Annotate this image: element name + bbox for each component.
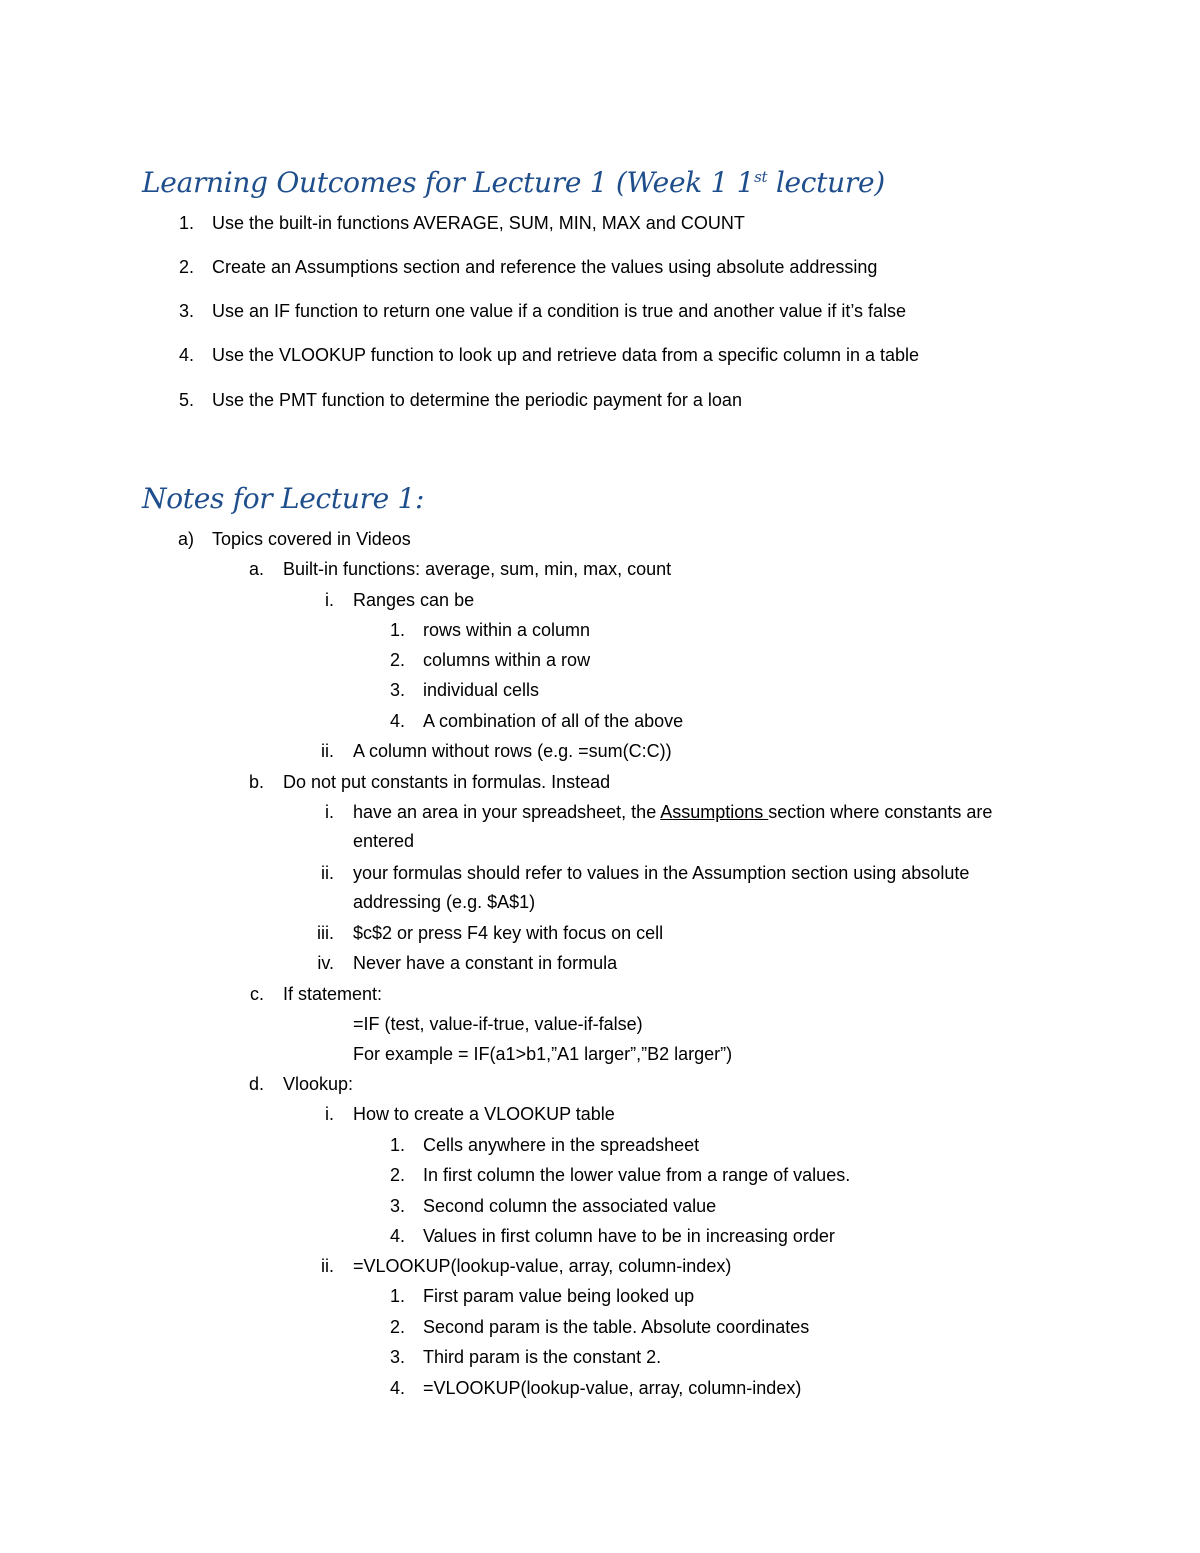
list-item: Vlookup: [283,1074,354,1094]
assumptions-underlined-text: Assumptions [660,802,769,822]
outcome-item: Use an IF function to return one value if a condition is true and another value if it’s false [212,301,907,321]
outcome-item: Create an Assumptions section and reference the values using absolute addressing [212,257,878,277]
list-item: Cells anywhere in the spreadsheet [423,1135,700,1155]
formula-example-line: For example = IF(a1>b1,”A1 larger”,”B2 larger”) [353,1044,733,1064]
outcome-marker: 4. [178,345,194,365]
list-item: How to create a VLOOKUP table [353,1104,615,1124]
list-item: If statement: [283,984,383,1004]
text-segment: have an area in your spreadsheet, the [353,802,661,822]
list-marker: 2. [389,650,405,670]
list-item: =VLOOKUP(lookup-value, array, column-index) [353,1256,732,1276]
list-marker: 1. [389,1286,405,1306]
outcome-item: Use the VLOOKUP function to look up and retrieve data from a specific column in a table [212,345,920,365]
list-item: your formulas should refer to values in the Assumption section using absolute [353,863,970,883]
list-item: $c$2 or press F4 key with focus on cell [353,923,664,943]
outcome-item: Use the built-in functions AVERAGE, SUM, MIN, MAX and COUNT [212,213,745,233]
list-item-continuation: addressing (e.g. $A$1) [353,892,536,912]
list-marker: 3. [389,1196,405,1216]
list-item: Second column the associated value [423,1196,717,1216]
outcome-marker: 3. [178,301,194,321]
list-item: individual cells [423,680,540,700]
list-marker: iv. [317,953,334,973]
text-segment: section where constants are [768,802,993,822]
list-item: columns within a row [423,650,591,670]
list-item: Do not put constants in formulas. Instead [283,772,611,792]
list-item: In first column the lower value from a range of values. [423,1165,851,1185]
list-marker: 4. [389,1378,405,1398]
list-marker: i. [325,1104,334,1124]
outcome-item: Use the PMT function to determine the periodic payment for a loan [212,390,742,410]
list-marker: 3. [389,680,405,700]
list-item: Values in first column have to be in increasing order [423,1226,835,1246]
outcome-marker: 5. [178,390,194,410]
notes-heading: Notes for Lecture 1: [142,482,425,515]
list-marker: ii. [321,863,334,883]
list-marker: i. [325,802,334,822]
list-item-continuation: entered [353,831,415,851]
outcome-marker: 2. [178,257,194,277]
list-item: Ranges can be [353,590,475,610]
list-item: A combination of all of the above [423,711,684,731]
list-item: A column without rows (e.g. =sum(C:C)) [353,741,672,761]
list-item: rows within a column [423,620,591,640]
learning-outcomes-heading [142,166,885,199]
list-marker: 2. [389,1165,405,1185]
formula-line: =IF (test, value-if-true, value-if-false) [353,1014,643,1034]
list-item: Topics covered in Videos [212,529,411,549]
list-item: =VLOOKUP(lookup-value, array, column-index) [423,1378,802,1398]
list-marker: a. [248,559,264,579]
list-item: Built-in functions: average, sum, min, max, count [283,559,672,579]
list-marker: 1. [389,620,405,640]
list-marker: 2. [389,1317,405,1337]
list-item [353,800,992,824]
list-marker: ii. [321,1256,334,1276]
list-marker: b. [248,772,264,792]
list-marker: 4. [389,711,405,731]
list-marker: 1. [389,1135,405,1155]
list-item: Never have a constant in formula [353,953,618,973]
list-marker: 4. [389,1226,405,1246]
list-item: First param value being looked up [423,1286,695,1306]
heading-text: Learning Outcomes for Lecture 1 (Week 1 1 [142,166,755,199]
heading-text-suffix: lecture) [767,166,885,199]
heading-superscript: st [754,168,768,186]
list-item: Third param is the constant 2. [423,1347,662,1367]
list-marker: 3. [389,1347,405,1367]
list-marker: a) [177,529,194,549]
list-item: Second param is the table. Absolute coordinates [423,1317,810,1337]
list-marker: d. [248,1074,264,1094]
list-marker: c. [249,984,264,1004]
list-marker: i. [325,590,334,610]
list-marker: iii. [317,923,334,943]
list-marker: ii. [321,741,334,761]
outcome-marker: 1. [178,213,194,233]
